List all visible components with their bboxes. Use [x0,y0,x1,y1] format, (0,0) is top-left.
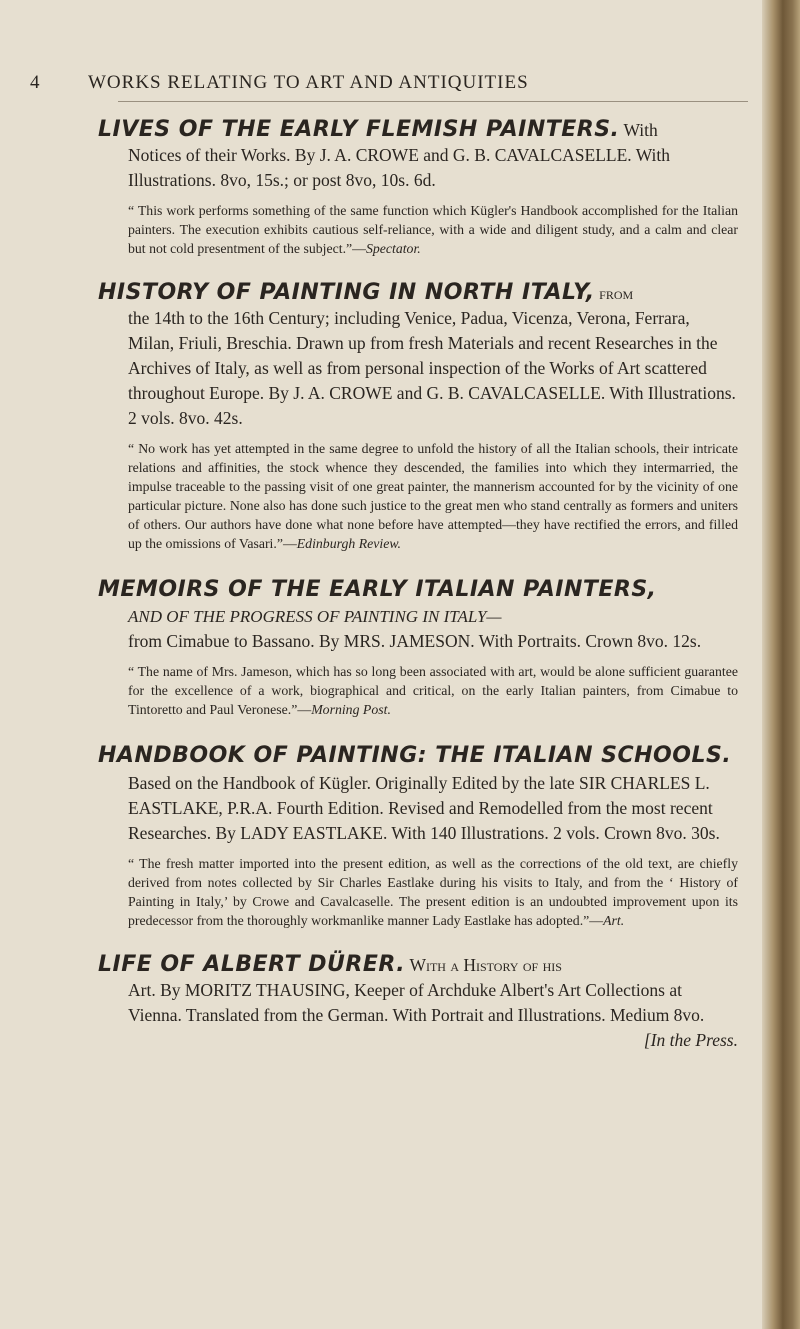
entry-description [128,978,738,1050]
catalogue-list [98,117,738,1053]
review-quote [128,201,738,258]
entry-title: HISTORY OF PAINTING IN NORTH ITALY, [98,280,595,305]
entry-title: HANDBOOK OF PAINTING: THE ITALIAN SCHOOLS. [98,743,732,768]
entry-description: Notices of their Works. By J. A. CROWE and G. B. CAVALCASELLE. With Illustrations. 8vo, 15s.; or post 8vo, 10s. 6d. [128,145,671,190]
entry-title: LIFE OF ALBERT DÜRER. [98,952,406,977]
entry-heading [98,117,738,143]
in-press-note: [In the Press. [643,1030,738,1050]
entry-heading-tail: from [599,283,634,303]
review-quote [128,662,738,719]
catalogue-entry [98,280,738,553]
quote-source: Art. [603,913,625,928]
catalogue-entry [98,117,738,258]
running-title: WORKS RELATING TO ART AND ANTIQUITIES [88,72,529,93]
entry-heading [98,952,738,978]
quote-text: “ The name of Mrs. Jameson, which has so long been associated with art, would be alone sufficient guarantee for the excellence of a work, biographical and critical, on the early Italian painters, from Cimabue to Tintoretto and Paul Veronese.”— [128,664,738,717]
entry-description: from Cimabue to Bassano. By MRS. JAMESON. With Portraits. Crown 8vo. 12s. [128,631,702,651]
entry-title: LIVES OF THE EARLY FLEMISH PAINTERS. [98,117,620,142]
quote-source: Spectator. [365,241,421,256]
catalogue-entry [98,575,738,719]
entry-description: Based on the Handbook of Kügler. Originally Edited by the late SIR CHARLES L. EASTLAKE, P.R.A. Fourth Edition. Revised and Remodelled from the most recent Researches. By LADY EASTLAKE. With 140 Illustrations. 2 vols. Crown 8vo. 30s. [128,773,720,843]
entry-description: the 14th to the 16th Century; including Venice, Padua, Vicenza, Verona, Ferrara, Milan, Friuli, Breschia. Drawn up from fresh Materials and recent Researches in the Archives of Italy, as well as from personal inspection of the Works of Art scattered throughout Europe. By J. A. CROWE and G. B. CAVALCASELLE. With Illustrations. 2 vols. 8vo. 42s. [128,308,736,428]
entry-description-text: Art. By MORITZ THAUSING, Keeper of Archduke Albert's Art Collections at Vienna. Translated from the German. With Portrait and Illustrations. Medium 8vo. [128,980,705,1025]
entry-heading [98,280,738,306]
quote-text: “ No work has yet attempted in the same degree to unfold the history of all the Italian schools, their intricate relations and affinities, the stock whence they descended, the families into which they intermarried, the impulse traceable to the passing visit of one great painter, the mannerism accounted for by the vicinity of one particular picture. None also has done such justice to the great men who stand centrally as formers and uniters of others. Our authors have done what none before have attempted—they have rectified the errors, and filled up the omissions of Vasari.”— [128,441,738,551]
book-spine-edge [762,0,800,1329]
quote-source: Morning Post. [311,702,391,717]
quote-text: “ The fresh matter imported into the present edition, as well as the corrections of the old text, are chiefly derived from notes collected by Sir Charles Eastlake during his visits to Italy, and from the ‘ History of Painting in Italy,’ by Crowe and Cavalcaselle. The present edition is an undoubted improvement upon its predecessor from the thoroughly workmanlike manner Lady Eastlake has adopted.”— [128,856,738,928]
header-rule [118,101,748,102]
entry-subtitle: AND OF THE PROGRESS OF PAINTING IN ITALY— [128,607,502,626]
page-number: 4 [30,72,41,93]
quote-text: “ This work performs something of the same function which Kügler's Handbook accomplished for the Italian painters. The execution exhibits cautious self-reliance, with a wide and diligent study, and a calm and clear but not cold presentment of the subject.”— [128,203,738,256]
quote-source: Edinburgh Review. [296,536,401,551]
entry-heading-tail: With a History of his [409,955,562,975]
entry-heading-tail: With [623,120,658,140]
review-quote [128,439,738,553]
running-head [30,72,740,96]
review-quote [128,854,738,930]
catalogue-entry [98,952,738,1050]
catalogue-entry [98,741,738,930]
entry-title: MEMOIRS OF THE EARLY ITALIAN PAINTERS, [98,577,657,602]
